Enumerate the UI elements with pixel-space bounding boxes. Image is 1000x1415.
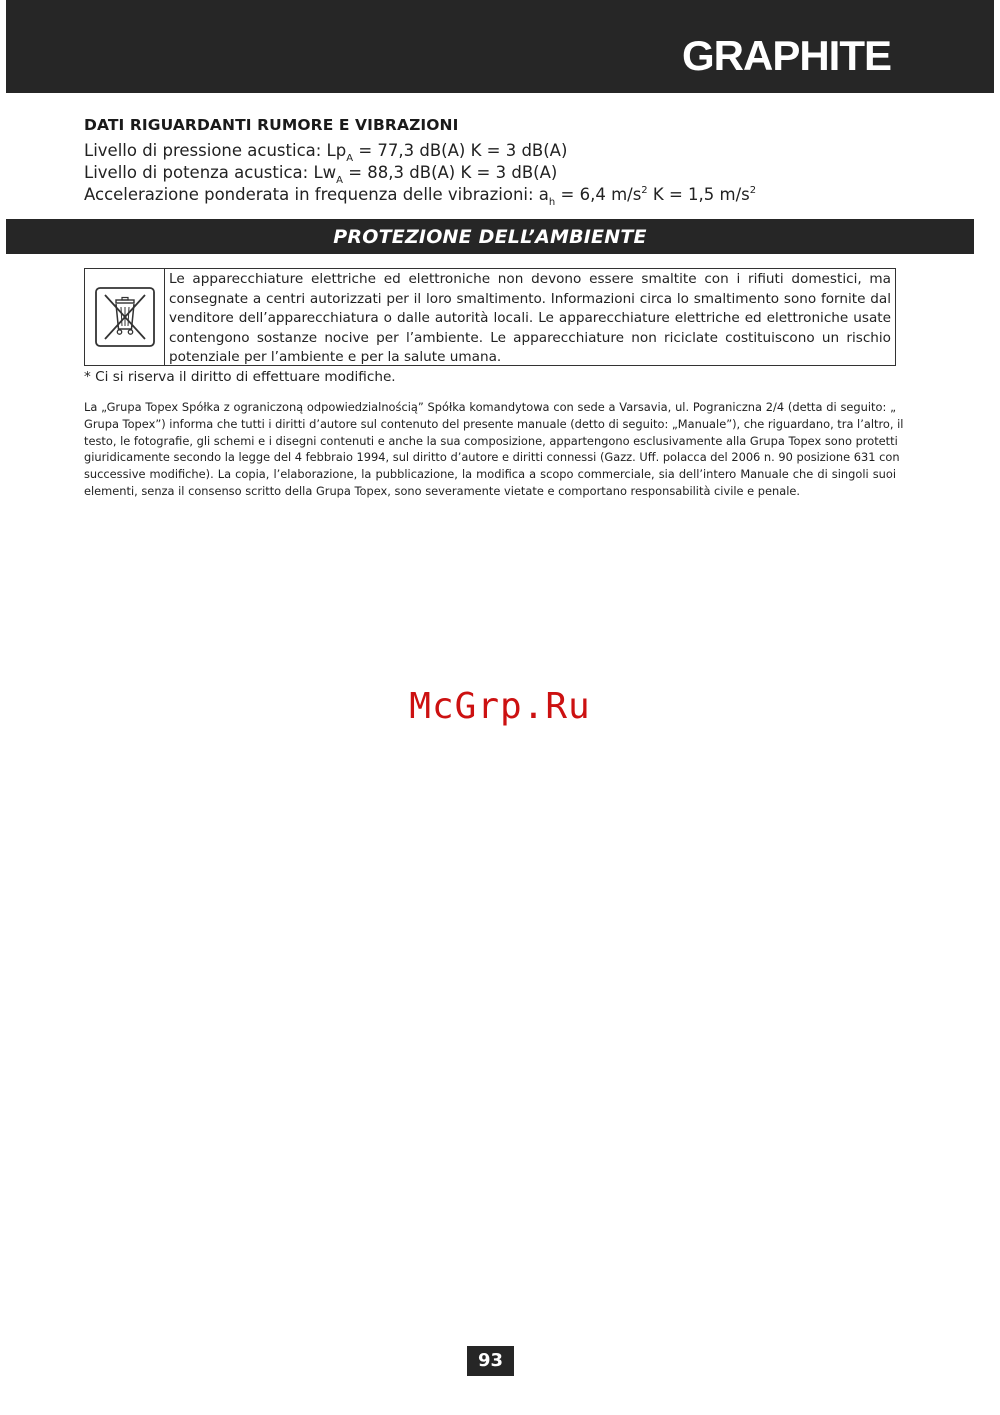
watermark: McGrp.Ru [409,686,591,727]
modification-footnote: * Ci si riserva il diritto di effettuare modifiche. [84,369,396,385]
noise-vibration-section [84,116,904,206]
copyright-line: elementi, senza il consenso scritto della Grupa Topex, sono severamente vietate e comportano responsabilità civile e penale. [84,483,801,498]
vibration-unit-exponent: 2 [641,185,648,196]
environment-notice-line: consegnate a centri autorizzati per il loro smaltimento. Informazioni circa lo smaltimento sono fornite dal [169,290,891,307]
environment-notice-line: contengono sostanze nocive per l’ambiente. Le apparecchiature non riciclate costituiscono un rischio [169,329,891,346]
sound-pressure-value: = 77,3 dB(A) K = 3 dB(A) [353,141,568,160]
brand-logo [681,32,891,79]
vibration-uncertainty-exponent: 2 [749,185,757,196]
environment-notice-line: Le apparecchiature elettriche ed elettroniche non devono essere smaltite con i rifiuti domestici, ma [169,271,891,287]
sound-pressure-subscript: A [346,153,354,164]
environment-notice-text [169,270,891,368]
sound-pressure-line [84,140,904,162]
environment-notice-box [84,268,896,366]
brand-name: GRAPHITE [681,32,891,79]
vibration-label: Accelerazione ponderata in frequenza delle vibrazioni: a [84,185,549,204]
vibration-value: = 6,4 m/s [555,185,642,204]
sound-power-subscript: A [336,175,343,186]
sound-power-line [84,162,904,184]
environment-notice-line: potenziale per l’ambiente e per la salute umana. [169,349,502,365]
page-number: 93 [467,1346,514,1376]
crossed-out-wheelie-bin-icon [95,287,155,347]
vibration-subscript: h [548,197,556,208]
vibration-line [84,184,904,206]
header-bar [6,0,994,93]
noise-section-title: DATI RIGUARDANTI RUMORE E VIBRAZIONI [84,116,459,134]
sound-power-value: = 88,3 dB(A) K = 3 dB(A) [342,163,558,182]
environment-notice-line: venditore dell’apparecchiatura o dalle autorità locali. Le apparecchiature elettriche ed elettroniche usate [169,310,891,326]
copyright-notice [84,399,904,500]
environment-section-title: PROTEZIONE DELL’AMBIENTE [333,226,647,248]
copyright-line: giuridicamente secondo la legge del 4 febbraio 1994, sul diritto d’autore e diritti connessi (Gazz. Uff. polacca del 2006 n. 90 posizione 631 con [84,450,900,465]
sound-pressure-label: Livello di pressione acustica: Lp [84,141,347,160]
copyright-line: Grupa Topex”) informa che tutti i diritti d’autore sul contenuto del presente manuale (detto di seguito: „Manuale”), che riguardano, tra l’altro, il [84,416,904,431]
environment-section-bar [6,219,974,254]
copyright-line: successive modifiche). La copia, l’elaborazione, la pubblicazione, la modifica a scopo commerciale, sia dell’intero Manuale che di singoli suoi [84,467,896,482]
copyright-line: testo, le fotografie, gli schemi e i disegni contenuti e anche la sua composizione, appartengono esclusivamente alla Grupa Topex sono protetti [84,433,898,448]
copyright-line: La „Grupa Topex Spółka z ograniczoną odpowiedzialnością” Spółka komandytowa con sede a Varsavia, ul. Pograniczna 2/4 (detta di seguito: „ [84,400,896,414]
sound-power-label: Livello di potenza acustica: Lw [84,163,337,182]
vibration-uncertainty: K = 1,5 m/s [647,185,750,204]
icon-cell [85,269,165,365]
